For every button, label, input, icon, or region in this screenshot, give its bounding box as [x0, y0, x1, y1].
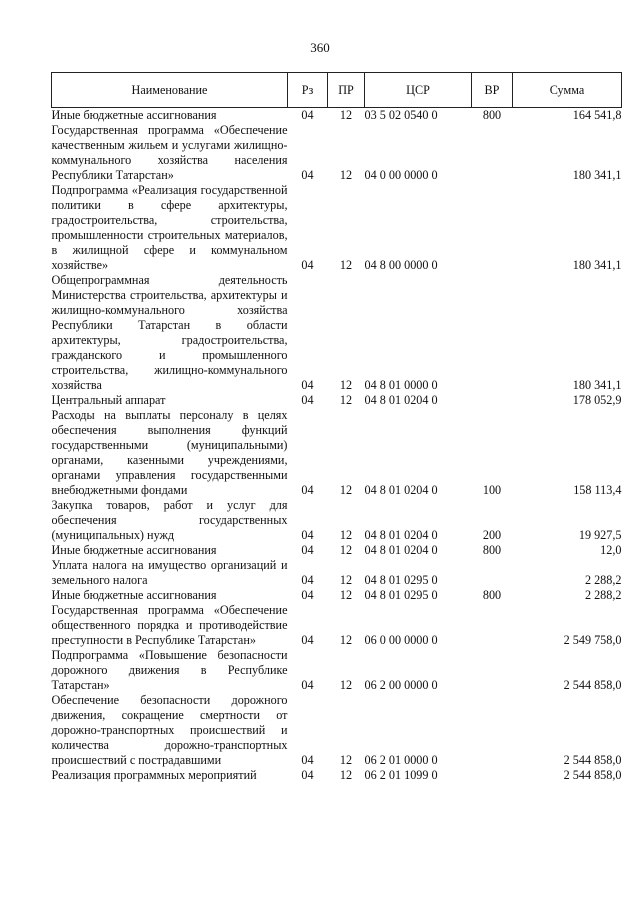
row-csr: 04 8 01 0204 0: [364, 393, 438, 407]
row-sum: 178 052,9: [572, 393, 622, 407]
table-row: [52, 693, 622, 768]
row-vr: [472, 603, 513, 648]
header-pr: ПР: [328, 73, 365, 108]
row-rz: 04: [301, 378, 314, 392]
table-row: [52, 648, 622, 693]
page-number: 360: [310, 40, 330, 55]
row-name: Подпрограмма «Реализация государственной политики в сфере архитектуры, градостроительства, строительства, промышленности строительных материалов, в жилищной сфере и коммунальном хозяйстве»: [51, 183, 288, 272]
row-csr: 04 8 01 0295 0: [364, 588, 438, 602]
row-rz: 04: [301, 543, 314, 557]
row-csr: 06 2 01 1099 0: [364, 768, 438, 782]
row-csr: 04 8 01 0000 0: [364, 378, 438, 392]
row-pr: 12: [339, 258, 353, 272]
row-name: Иные бюджетные ассигнования: [51, 588, 217, 602]
row-csr: 06 2 01 0000 0: [364, 753, 438, 767]
row-sum: 2 544 858,0: [563, 768, 622, 782]
header-rz: Рз: [288, 73, 328, 108]
row-rz: 04: [301, 753, 314, 767]
row-pr: 12: [339, 753, 353, 767]
table-row: [52, 768, 622, 783]
row-rz: 04: [301, 633, 314, 647]
row-sum: 180 341,1: [572, 258, 622, 272]
row-pr: 12: [339, 378, 353, 392]
row-rz: 04: [301, 678, 314, 692]
row-csr: 06 0 00 0000 0: [364, 633, 438, 647]
row-name: Подпрограмма «Повышение безопасности дорожного движения в Республике Татарстан»: [51, 648, 288, 692]
row-csr: 04 0 00 0000 0: [364, 168, 438, 182]
row-pr: 12: [339, 543, 353, 557]
row-pr: 12: [339, 108, 353, 122]
row-name: Уплата налога на имущество организаций и земельного налога: [51, 558, 288, 587]
header-sum: Сумма: [513, 73, 622, 108]
row-vr: [472, 648, 513, 693]
row-vr: 200: [482, 528, 502, 542]
table-row: [52, 393, 622, 408]
table-row: [52, 273, 622, 393]
header-name: Наименование: [52, 73, 288, 108]
row-rz: 04: [301, 483, 314, 497]
table-row: [52, 498, 622, 543]
row-csr: 04 8 00 0000 0: [364, 258, 438, 272]
row-sum: 180 341,1: [572, 168, 622, 182]
row-name: Обеспечение безопасности дорожного движения, сокращение смертности от дорожно-транспортных происшествий и количества дорожно-транспортных происшествий с пострадавшими: [51, 693, 288, 767]
row-vr: [472, 393, 513, 408]
row-rz: 04: [301, 393, 314, 407]
row-rz: 04: [301, 168, 314, 182]
row-vr: [472, 183, 513, 273]
row-rz: 04: [301, 108, 314, 122]
row-name: Иные бюджетные ассигнования: [51, 543, 217, 557]
row-csr: 04 8 01 0204 0: [364, 543, 438, 557]
row-csr: 06 2 00 0000 0: [364, 678, 438, 692]
row-pr: 12: [339, 168, 353, 182]
row-vr: [472, 123, 513, 183]
row-vr: 800: [482, 108, 502, 122]
row-pr: 12: [339, 633, 353, 647]
header-vr: ВР: [472, 73, 513, 108]
table-row: [52, 603, 622, 648]
row-vr: [472, 273, 513, 393]
row-vr: [472, 693, 513, 768]
row-sum: 12,0: [600, 543, 622, 557]
row-pr: 12: [339, 678, 353, 692]
table-row: [52, 543, 622, 558]
row-sum: 158 113,4: [573, 483, 622, 497]
row-name: Закупка товаров, работ и услуг для обеспечения государственных (муниципальных) нужд: [51, 498, 288, 542]
row-sum: 2 288,2: [584, 588, 622, 602]
row-sum: 164 541,8: [572, 108, 622, 122]
table-row: [52, 558, 622, 588]
row-pr: 12: [339, 573, 353, 587]
row-name: Расходы на выплаты персоналу в целях обеспечения выполнения функций государственными (муниципальными) органами, казенными учреждениями, органами управления государственными внебюджетными фондами: [51, 408, 288, 497]
row-vr: [472, 768, 513, 783]
row-sum: 2 288,2: [584, 573, 622, 587]
row-pr: 12: [339, 528, 353, 542]
table-row: [52, 108, 622, 124]
row-sum: 180 341,1: [572, 378, 622, 392]
row-rz: 04: [301, 768, 314, 782]
row-rz: 04: [301, 573, 314, 587]
header-csr: ЦСР: [365, 73, 472, 108]
row-name: Государственная программа «Обеспечение качественным жильем и услугами жилищно-коммунального хозяйства населения Республики Татарстан»: [51, 123, 288, 182]
table-row: [52, 408, 622, 498]
row-csr: 04 8 01 0204 0: [364, 483, 438, 497]
row-pr: 12: [339, 768, 353, 782]
row-sum: 2 549 758,0: [563, 633, 622, 647]
row-name: Иные бюджетные ассигнования: [51, 108, 217, 122]
row-rz: 04: [301, 588, 314, 602]
row-rz: 04: [301, 258, 314, 272]
row-name: Центральный аппарат: [51, 393, 166, 407]
table-row: [52, 588, 622, 603]
row-pr: 12: [339, 483, 353, 497]
row-name: Реализация программных мероприятий: [51, 768, 257, 782]
table-header-row: [52, 73, 622, 108]
row-rz: 04: [301, 528, 314, 542]
table-row: [52, 123, 622, 183]
row-sum: 19 927,5: [578, 528, 622, 542]
row-pr: 12: [339, 393, 353, 407]
row-vr: 800: [482, 543, 502, 557]
row-vr: [472, 558, 513, 588]
row-csr: 04 8 01 0295 0: [364, 573, 438, 587]
row-vr: 100: [482, 483, 502, 497]
row-vr: 800: [482, 588, 502, 602]
row-name: Общепрограммная деятельность Министерства строительства, архитектуры и жилищно-коммунального хозяйства Республики Татарстан в области архитектуры, градостроительства, гражданского и промышленного строительства, жилищно-коммунального хозяйства: [51, 273, 288, 392]
row-name: Государственная программа «Обеспечение общественного порядка и противодействие преступности в Республике Татарстан»: [51, 603, 288, 647]
row-sum: 2 544 858,0: [563, 678, 622, 692]
row-csr: 04 8 01 0204 0: [364, 528, 438, 542]
row-sum: 2 544 858,0: [563, 753, 622, 767]
row-pr: 12: [339, 588, 353, 602]
row-csr: 03 5 02 0540 0: [364, 108, 438, 122]
budget-table: [51, 72, 622, 783]
table-row: [52, 183, 622, 273]
